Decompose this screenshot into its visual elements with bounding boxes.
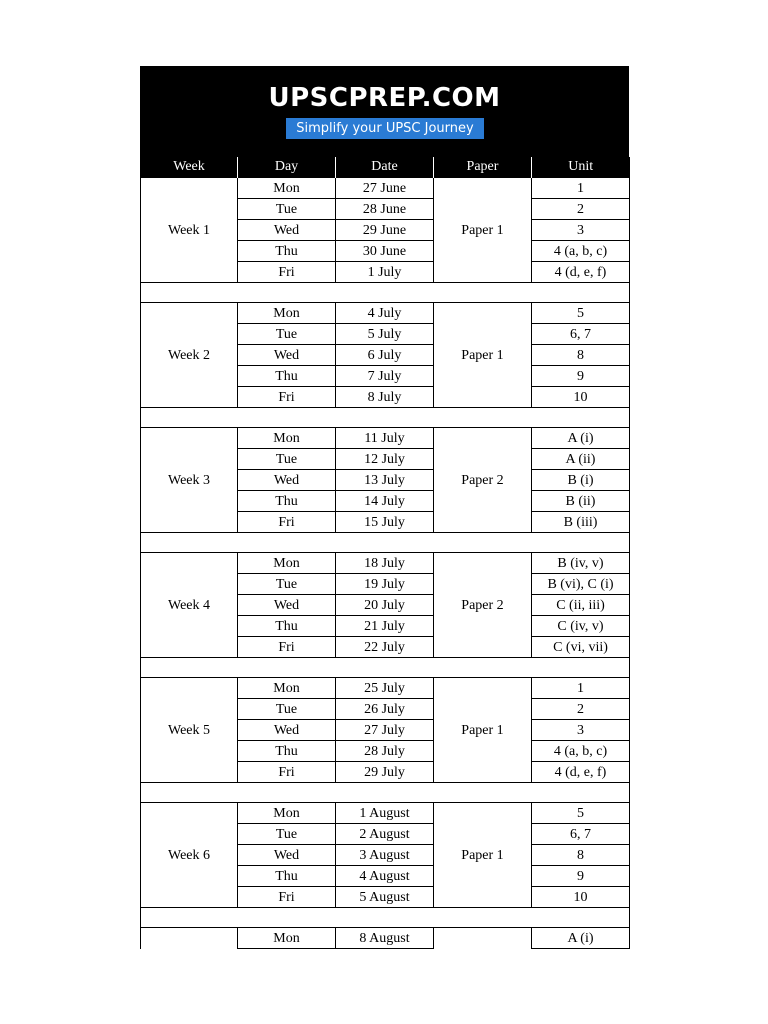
week-label: Week 5 (141, 678, 238, 783)
unit-cell: 5 (532, 803, 630, 824)
date-cell: 13 July (336, 470, 434, 491)
date-cell: 29 June (336, 220, 434, 241)
table-row (141, 553, 630, 574)
unit-cell: 1 (532, 678, 630, 699)
paper-label: Paper 2 (434, 553, 532, 658)
day-cell: Mon (238, 428, 336, 449)
date-cell: 18 July (336, 553, 434, 574)
day-cell: Wed (238, 845, 336, 866)
date-cell: 3 August (336, 845, 434, 866)
day-cell: Thu (238, 241, 336, 262)
unit-cell: 3 (532, 220, 630, 241)
unit-cell: 4 (a, b, c) (532, 241, 630, 262)
spacer-cell (141, 658, 630, 678)
day-cell: Mon (238, 553, 336, 574)
date-cell: 7 July (336, 366, 434, 387)
date-cell: 29 July (336, 762, 434, 783)
unit-cell: 8 (532, 345, 630, 366)
table-row (141, 178, 630, 199)
day-cell: Mon (238, 803, 336, 824)
day-cell: Thu (238, 491, 336, 512)
unit-cell: B (iii) (532, 512, 630, 533)
paper-label: Paper 2 (434, 428, 532, 533)
day-cell: Wed (238, 720, 336, 741)
spacer-row (141, 658, 630, 678)
unit-cell: 4 (d, e, f) (532, 262, 630, 283)
unit-cell: B (vi), C (i) (532, 574, 630, 595)
unit-cell: A (i) (532, 928, 630, 949)
day-cell: Mon (238, 678, 336, 699)
paper-label: Paper 1 (434, 178, 532, 283)
unit-cell: 2 (532, 699, 630, 720)
date-cell: 25 July (336, 678, 434, 699)
date-cell: 8 July (336, 387, 434, 408)
date-cell: 6 July (336, 345, 434, 366)
paper-label (434, 928, 532, 949)
header-banner (140, 66, 629, 157)
day-cell: Thu (238, 866, 336, 887)
paper-label: Paper 1 (434, 303, 532, 408)
date-cell: 5 July (336, 324, 434, 345)
schedule-table (140, 157, 630, 949)
unit-cell: 6, 7 (532, 324, 630, 345)
schedule-sheet (140, 66, 629, 949)
table-row (141, 803, 630, 824)
unit-cell: B (i) (532, 470, 630, 491)
spacer-row (141, 533, 630, 553)
spacer-cell (141, 908, 630, 928)
date-cell: 28 June (336, 199, 434, 220)
paper-label: Paper 1 (434, 803, 532, 908)
day-cell: Mon (238, 303, 336, 324)
date-cell: 27 July (336, 720, 434, 741)
date-cell: 4 July (336, 303, 434, 324)
day-cell: Tue (238, 699, 336, 720)
date-cell: 22 July (336, 637, 434, 658)
day-cell: Fri (238, 387, 336, 408)
day-cell: Tue (238, 449, 336, 470)
date-cell: 2 August (336, 824, 434, 845)
day-cell: Tue (238, 824, 336, 845)
unit-cell: B (ii) (532, 491, 630, 512)
table-body (141, 178, 630, 949)
column-header-week: Week (141, 157, 238, 178)
date-cell: 5 August (336, 887, 434, 908)
date-cell: 4 August (336, 866, 434, 887)
table-row (141, 428, 630, 449)
unit-cell: 1 (532, 178, 630, 199)
day-cell: Tue (238, 574, 336, 595)
spacer-cell (141, 283, 630, 303)
date-cell: 28 July (336, 741, 434, 762)
column-header-day: Day (238, 157, 336, 178)
brand-logo-text: UPSCPREP.COM (268, 83, 501, 113)
unit-cell: 4 (a, b, c) (532, 741, 630, 762)
date-cell: 27 June (336, 178, 434, 199)
week-label: Week 1 (141, 178, 238, 283)
date-cell: 8 August (336, 928, 434, 949)
date-cell: 1 July (336, 262, 434, 283)
date-cell: 30 June (336, 241, 434, 262)
date-cell: 14 July (336, 491, 434, 512)
day-cell: Fri (238, 637, 336, 658)
day-cell: Thu (238, 741, 336, 762)
spacer-row (141, 908, 630, 928)
week-label: Week 3 (141, 428, 238, 533)
day-cell: Tue (238, 199, 336, 220)
unit-cell: C (vi, vii) (532, 637, 630, 658)
day-cell: Tue (238, 324, 336, 345)
unit-cell: A (ii) (532, 449, 630, 470)
unit-cell: 8 (532, 845, 630, 866)
date-cell: 19 July (336, 574, 434, 595)
unit-cell: 5 (532, 303, 630, 324)
unit-cell: 4 (d, e, f) (532, 762, 630, 783)
day-cell: Wed (238, 220, 336, 241)
day-cell: Fri (238, 762, 336, 783)
date-cell: 1 August (336, 803, 434, 824)
spacer-cell (141, 533, 630, 553)
column-header-unit: Unit (532, 157, 630, 178)
unit-cell: C (iv, v) (532, 616, 630, 637)
date-cell: 20 July (336, 595, 434, 616)
unit-cell: B (iv, v) (532, 553, 630, 574)
week-label (141, 928, 238, 949)
spacer-cell (141, 408, 630, 428)
day-cell: Fri (238, 887, 336, 908)
date-cell: 21 July (336, 616, 434, 637)
unit-cell: A (i) (532, 428, 630, 449)
unit-cell: 2 (532, 199, 630, 220)
tagline-badge: Simplify your UPSC Journey (286, 118, 484, 139)
week-label: Week 2 (141, 303, 238, 408)
date-cell: 12 July (336, 449, 434, 470)
unit-cell: 9 (532, 366, 630, 387)
date-cell: 15 July (336, 512, 434, 533)
unit-cell: 3 (532, 720, 630, 741)
spacer-row (141, 783, 630, 803)
day-cell: Wed (238, 470, 336, 491)
spacer-row (141, 283, 630, 303)
day-cell: Thu (238, 366, 336, 387)
week-label: Week 6 (141, 803, 238, 908)
table-header (141, 157, 630, 178)
unit-cell: 9 (532, 866, 630, 887)
unit-cell: 10 (532, 887, 630, 908)
week-label: Week 4 (141, 553, 238, 658)
column-header-paper: Paper (434, 157, 532, 178)
table-row (141, 303, 630, 324)
unit-cell: 10 (532, 387, 630, 408)
day-cell: Wed (238, 595, 336, 616)
day-cell: Thu (238, 616, 336, 637)
spacer-row (141, 408, 630, 428)
day-cell: Fri (238, 512, 336, 533)
table-row (141, 928, 630, 949)
unit-cell: 6, 7 (532, 824, 630, 845)
table-row (141, 678, 630, 699)
unit-cell: C (ii, iii) (532, 595, 630, 616)
column-header-date: Date (336, 157, 434, 178)
day-cell: Mon (238, 928, 336, 949)
date-cell: 11 July (336, 428, 434, 449)
day-cell: Fri (238, 262, 336, 283)
spacer-cell (141, 783, 630, 803)
day-cell: Wed (238, 345, 336, 366)
paper-label: Paper 1 (434, 678, 532, 783)
day-cell: Mon (238, 178, 336, 199)
date-cell: 26 July (336, 699, 434, 720)
